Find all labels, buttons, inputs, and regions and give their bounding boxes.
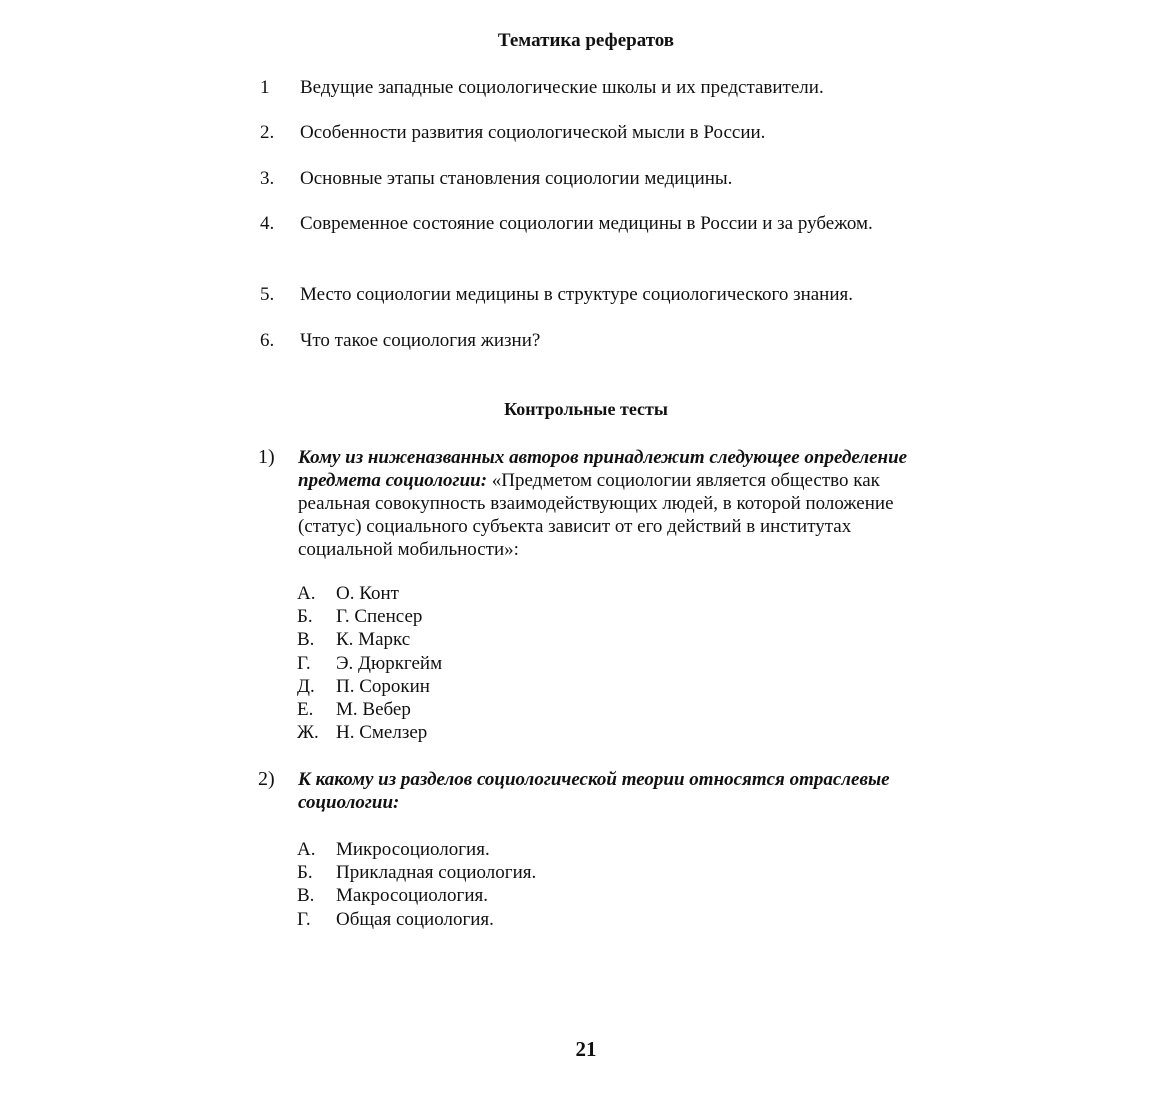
answer-option	[297, 582, 697, 605]
answer-options	[297, 838, 697, 931]
option-letter: В.	[297, 629, 315, 651]
essay-topic-item	[260, 121, 920, 145]
option-letter: Д.	[297, 675, 315, 697]
essay-topic-number: 5.	[260, 284, 275, 305]
essay-topic-item	[260, 212, 920, 236]
tests-section-title: Контрольные тесты	[504, 399, 668, 419]
question-quote: «Предметом социологии является общество как реальная совокупность взаимодействующих людей, в которой положение (статус) социального субъекта зависит от его действий в институтах социальной мобильности»:	[298, 470, 894, 560]
question-text	[298, 768, 920, 814]
option-text: Прикладная социология.	[336, 862, 537, 884]
option-text: Общая социология.	[336, 908, 494, 930]
essays-section-title: Тематика рефератов	[497, 30, 675, 51]
answer-option	[297, 838, 697, 861]
option-text: М. Вебер	[336, 698, 411, 720]
essay-topic-number: 4.	[260, 213, 275, 234]
option-letter: А.	[297, 583, 316, 604]
essay-topic-item	[260, 76, 920, 100]
answer-option	[297, 698, 697, 721]
question-number: 2)	[258, 768, 275, 790]
option-letter: А.	[297, 839, 316, 860]
essay-topic-item	[260, 283, 920, 307]
option-text: К. Маркс	[336, 629, 411, 651]
essay-topic-text: Основные этапы становления социологии медицины.	[300, 168, 733, 189]
option-text: Э. Дюркгейм	[336, 652, 443, 674]
test-question	[258, 446, 920, 561]
question-prompt: К какому из разделов социологической теории относятся отраслевые социологии:	[298, 769, 890, 813]
option-text: П. Сорокин	[336, 675, 430, 697]
answer-option	[297, 884, 697, 907]
essay-topic-text: Современное состояние социологии медицины в России и за рубежом.	[300, 213, 873, 234]
option-letter: В.	[297, 885, 315, 907]
question-number: 1)	[258, 446, 275, 468]
essay-topic-item	[260, 167, 920, 191]
essay-topic-text: Ведущие западные социологические школы и их представители.	[300, 77, 824, 98]
option-letter: Г.	[297, 908, 311, 930]
option-text: Н. Смелзер	[336, 722, 428, 744]
answer-option	[297, 652, 697, 675]
option-letter: Б.	[297, 862, 313, 884]
page-number: 21	[575, 1037, 597, 1061]
essay-topic-number: 3.	[260, 168, 275, 189]
answer-option	[297, 721, 697, 744]
question-text	[298, 446, 920, 561]
option-text: Г. Спенсер	[336, 606, 423, 628]
answer-options	[297, 582, 697, 744]
answer-option	[297, 628, 697, 651]
option-text: О. Конт	[336, 583, 399, 604]
option-letter: Ж.	[297, 722, 319, 744]
option-letter: Б.	[297, 606, 313, 628]
essay-topic-item	[260, 329, 920, 353]
option-text: Микросоциология.	[336, 839, 490, 860]
essay-topic-text: Что такое социология жизни?	[300, 330, 541, 351]
test-question	[258, 768, 920, 814]
essay-topic-number: 1	[260, 77, 270, 98]
question-prompt: Кому из ниженазванных авторов принадлежит следующее определение предмета социологии:	[298, 447, 908, 491]
answer-option	[297, 908, 697, 931]
option-letter: Е.	[297, 698, 314, 720]
option-text: Макросоциология.	[336, 885, 488, 907]
essay-topic-number: 2.	[260, 122, 275, 143]
option-letter: Г.	[297, 652, 311, 674]
answer-option	[297, 675, 697, 698]
essay-topic-text: Особенности развития социологической мысли в России.	[300, 122, 766, 143]
essay-topic-text: Место социологии медицины в структуре социологического знания.	[300, 284, 854, 305]
answer-option	[297, 605, 697, 628]
answer-option	[297, 861, 697, 884]
essay-topic-number: 6.	[260, 330, 275, 351]
